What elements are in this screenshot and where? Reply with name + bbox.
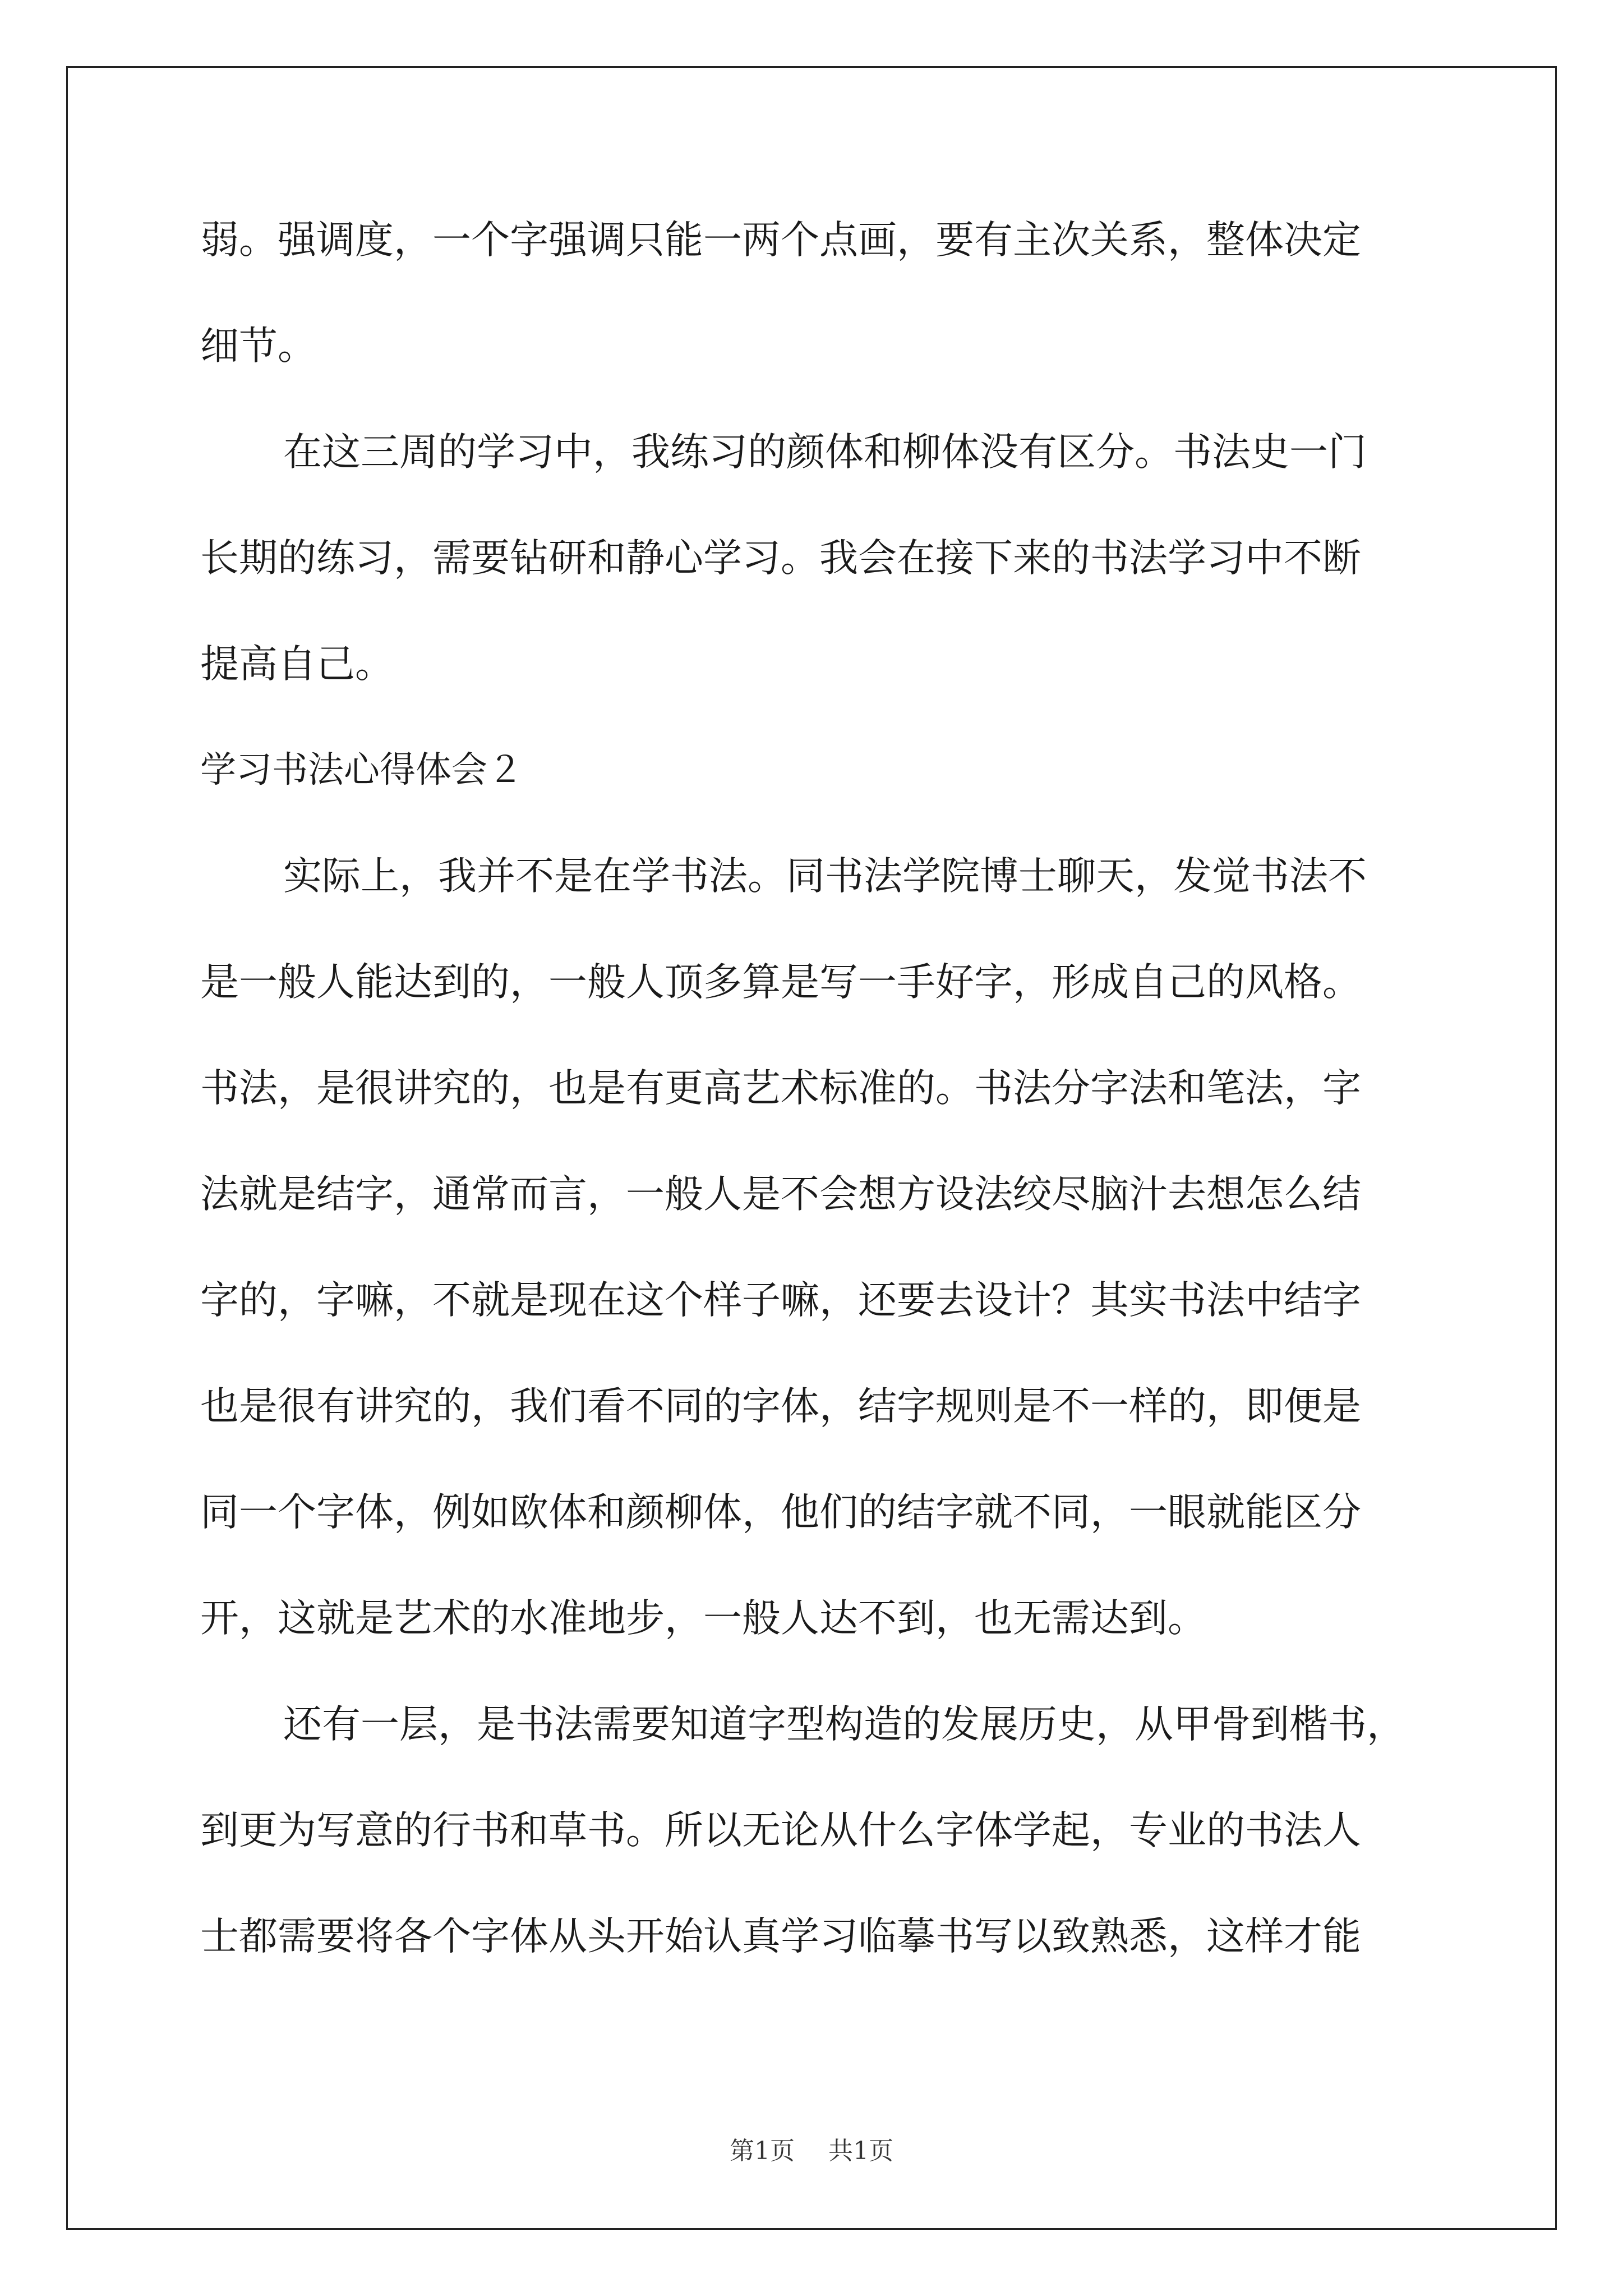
paragraph-line: 书法，是很讲究的，也是有更高艺术标准的。书法分字法和笔法，字 [200, 1066, 1361, 1111]
paragraph-line: 字的，字嘛，不就是现在这个样子嘛，还要去设计？其实书法中结字 [200, 1278, 1361, 1323]
section-heading: 学习书法心得体会２ [200, 749, 523, 791]
paragraph-line: 长期的练习，需要钻研和静心学习。我会在接下来的书法学习中不断 [200, 536, 1361, 581]
paragraph-line: 细节。 [200, 324, 316, 369]
paragraph-line: 开，这就是艺术的水准地步，一般人达不到，也无需达到。 [200, 1596, 1206, 1641]
paragraph-line: 士都需要将各个字体从头开始认真学习临摹书写以致熟悉，这样才能 [200, 1914, 1361, 1959]
page-number: 第1页 [730, 2137, 795, 2165]
paragraph-line: 弱。强调度，一个字强调只能一两个点画，要有主次关系，整体决定 [200, 218, 1361, 263]
page-border [66, 66, 1557, 2230]
paragraph-line: 在这三周的学习中，我练习的颜体和柳体没有区分。书法史一门 [283, 430, 1367, 475]
paragraph-line: 同一个字体，例如欧体和颜柳体，他们的结字就不同，一眼就能区分 [200, 1490, 1361, 1535]
paragraph-line: 还有一层，是书法需要知道字型构造的发展历史，从甲骨到楷书， [283, 1702, 1405, 1747]
paragraph-line: 是一般人能达到的，一般人顶多算是写一手好字，形成自己的风格。 [200, 960, 1361, 1005]
paragraph-line: 提高自己。 [200, 642, 394, 687]
paragraph-line: 实际上，我并不是在学书法。同书法学院博士聊天，发觉书法不 [283, 854, 1367, 899]
paragraph-line: 到更为写意的行书和草书。所以无论从什么字体学起，专业的书法人 [200, 1808, 1361, 1853]
page-footer [0, 2134, 1623, 2168]
paragraph-line: 也是很有讲究的，我们看不同的字体，结字规则是不一样的，即便是 [200, 1384, 1361, 1429]
paragraph-line: 法就是结字，通常而言，一般人是不会想方设法绞尽脑汁去想怎么结 [200, 1172, 1361, 1217]
page-total: 共1页 [828, 2137, 893, 2165]
